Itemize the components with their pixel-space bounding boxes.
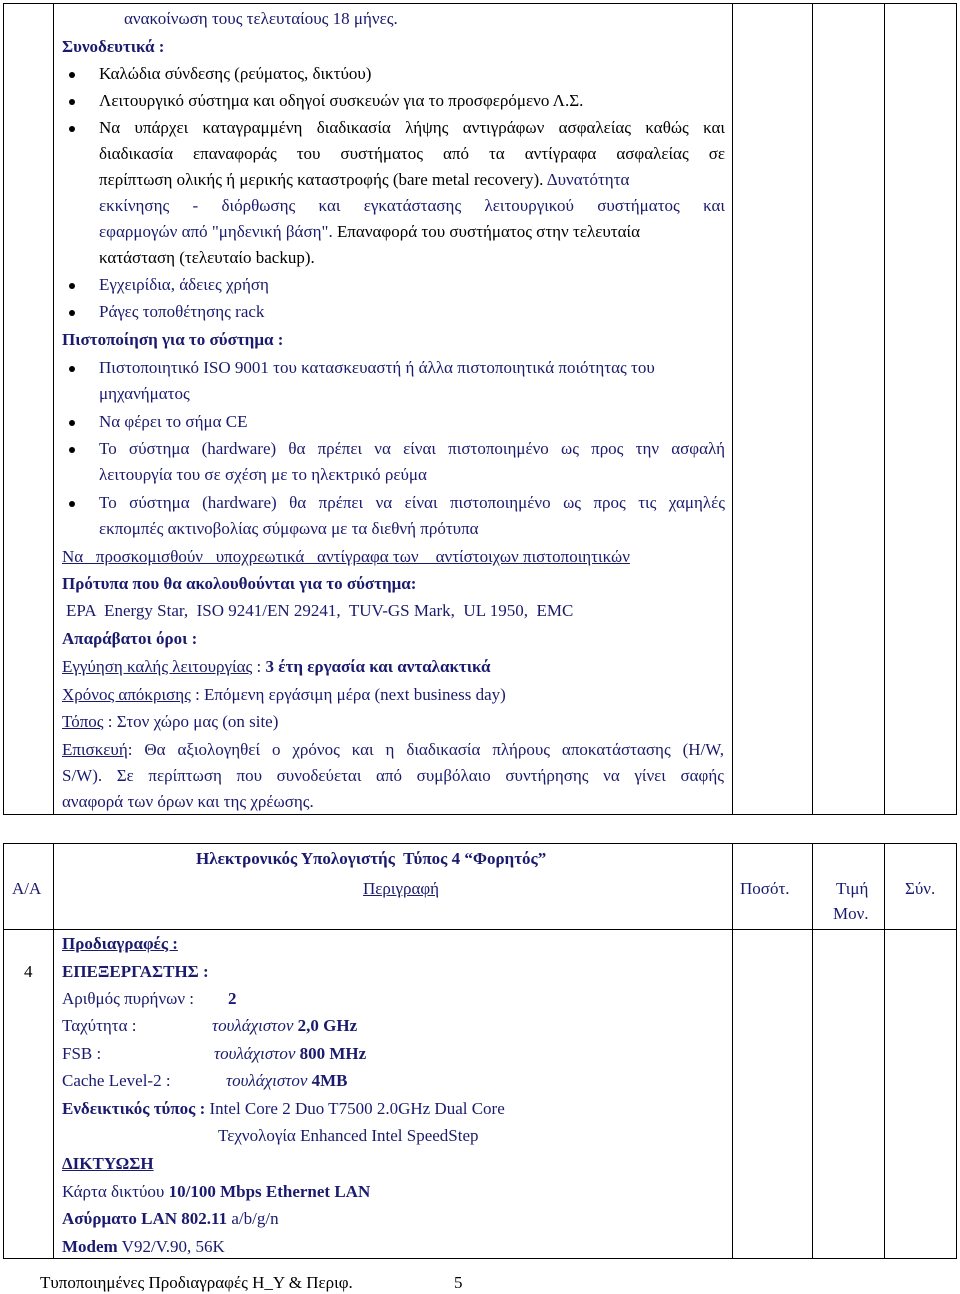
footer-page-number: 5 (454, 1273, 463, 1292)
response-line: Χρόνος απόκρισης : Επόμενη εργάσιμη μέρα (next business day) (62, 685, 506, 704)
accessory-item: Λειτουργικό σύστημα και οδηγοί συσκευών για το προσφερόμενο Λ.Σ. (99, 91, 584, 110)
table2-col-divider-3 (812, 843, 813, 1259)
indicative-type-technology: Τεχνολογία Enhanced Intel SpeedStep (218, 1126, 479, 1145)
bullet-icon (69, 420, 75, 426)
repair-line: Επισκευή: Θα αξιολογηθεί ο χρόνος και η διαδικασία πλήρους αποκατάστασης (H/W, (62, 740, 724, 759)
nic-line: Κάρτα δικτύου 10/100 Mbps Ethernet LAN (62, 1182, 371, 1201)
table2-col-divider-2 (732, 843, 733, 1259)
repair-line: S/W). Σε περίπτωση που συνοδεύεται από συμβόλαιο συντήρησης να γίνει σαφής (62, 766, 724, 785)
repair-label: Επισκευή (62, 740, 128, 759)
footer-doc-title: Τυποποιημένες Προδιαγραφές Η_Υ & Περιφ. (40, 1273, 353, 1292)
copies-line: Να προσκομισθούν υποχρεωτικά αντίγραφα των αντίστοιχων πιστοποιητικών (62, 547, 630, 566)
bullet-icon (69, 501, 75, 507)
bullet-icon (69, 283, 75, 289)
place-line: Τόπος : Στον χώρο μας (on site) (62, 712, 279, 731)
cache-value: τουλάχιστον 4MB (226, 1071, 348, 1090)
bullet-icon (69, 310, 75, 316)
table1-col-divider-4 (884, 3, 885, 815)
table2-top-border (3, 843, 957, 844)
speed-value: τουλάχιστον 2,0 GHz (212, 1016, 358, 1035)
bullet-icon (69, 366, 75, 372)
cert-heading: Πιστοποίηση για το σύστημα : (62, 330, 284, 349)
col-header-quantity: Ποσότ. (740, 879, 790, 898)
warranty-label: Εγγύηση καλής λειτουργίας (62, 657, 253, 676)
table1-left-border (3, 3, 4, 815)
table1-right-border (956, 3, 957, 815)
speed-label: Ταχύτητα : (62, 1016, 137, 1035)
modem-line: Modem V92/V.90, 56K (62, 1237, 225, 1256)
col-header-description: Περιγραφή (363, 879, 440, 898)
cert-item: εκπομπές ακτινοβολίας σύμφωνα με τα διεθνή πρότυπα (99, 519, 479, 538)
standards-line: EPA Energy Star, ISO 9241/EN 29241, TUV-GS Mark, UL 1950, EMC (66, 601, 574, 620)
standards-heading: Πρότυπα που θα ακολουθούνται για το σύστημα: (62, 574, 417, 593)
network-heading: ΔΙΚΤΥΩΣΗ (62, 1154, 154, 1173)
table2-title: Ηλεκτρονικός Υπολογιστής Τύπος 4 “Φορητός” (196, 849, 547, 868)
backup-line: εκκίνησης - διόρθωσης και εγκατάστασης λειτουργικού συστήματος και (99, 196, 725, 215)
response-label: Χρόνος απόκρισης (62, 685, 191, 704)
table2-header-separator (3, 929, 957, 930)
cores-label: Αριθμός πυρήνων : (62, 989, 194, 1008)
accessory-item: Εγχειρίδια, άδειες χρήση (99, 275, 269, 294)
table2-bottom-border (3, 1258, 957, 1259)
col-header-unit-price: Μον. (833, 904, 869, 923)
fsb-value: τουλάχιστον 800 MHz (214, 1044, 367, 1063)
table1-bottom-border (3, 814, 957, 815)
bullet-icon (69, 447, 75, 453)
accessory-item: Ράγες τοποθέτησης rack (99, 302, 265, 321)
cert-item: Το σύστημα (hardware) θα πρέπει να είναι πιστοποιημένο ως προς τις χαμηλές (99, 493, 725, 512)
table2-col-divider-4 (884, 843, 885, 1259)
repair-line: αναφορά των όρων και της χρέωσης. (62, 792, 314, 811)
cache-label: Cache Level-2 : (62, 1071, 171, 1090)
backup-line: περίπτωση ολικής ή μερικής καταστροφής (bare metal recovery). Δυνατότητα (99, 170, 630, 189)
indicative-type: Ενδεικτικός τύπος : Intel Core 2 Duo T7500 2.0GHz Dual Core (62, 1099, 505, 1118)
table1-top-border (3, 3, 957, 4)
bullet-icon (69, 72, 75, 78)
bullet-icon (69, 126, 75, 132)
cpu-heading: ΕΠΕΞΕΡΓΑΣΤΗΣ : (62, 962, 209, 981)
specs-heading: Προδιαγραφές : (62, 934, 178, 953)
terms-heading: Απαράβατοι όροι : (62, 629, 198, 648)
table2-left-border (3, 843, 4, 1259)
backup-line: Να υπάρχει καταγραμμένη διαδικασία λήψης αντιγράφων ασφαλείας καθώς και (99, 118, 725, 137)
table1-col-divider-2 (732, 3, 733, 815)
table1-col-divider-1 (53, 3, 54, 815)
col-header-unit-price: Τιμή (836, 879, 869, 898)
accessories-heading: Συνοδευτικά : (62, 37, 165, 56)
table2-right-border (956, 843, 957, 1259)
bullet-icon (69, 99, 75, 105)
cores-value: 2 (228, 989, 237, 1008)
warranty-line: Εγγύηση καλής λειτουργίας : 3 έτη εργασία και ανταλακτικά (62, 657, 491, 676)
table1-col-divider-3 (812, 3, 813, 815)
wlan-line: Ασύρματο LAN 802.11 a/b/g/n (62, 1209, 279, 1228)
cert-item: λειτουργία του σε σχέση με το ηλεκτρικό ρεύμα (99, 465, 427, 484)
backup-line: διαδικασία επαναφοράς του συστήματος από τα αντίγραφα ασφαλείας σε (99, 144, 725, 163)
backup-line: κατάσταση (τελευταίο backup). (99, 248, 315, 267)
row-number: 4 (24, 962, 33, 981)
table2-col-divider-1 (53, 843, 54, 1259)
accessory-item: Καλώδια σύνδεσης (ρεύματος, δικτύου) (99, 64, 372, 83)
col-header-total: Σύν. (905, 879, 936, 898)
warranty-value: 3 έτη εργασία και ανταλακτικά (265, 657, 491, 676)
place-label: Τόπος (62, 712, 104, 731)
cert-item: Το σύστημα (hardware) θα πρέπει να είναι πιστοποιημένο ως προς την ασφαλή (99, 439, 725, 458)
col-header-aa: Α/Α (12, 879, 42, 898)
intro-line: ανακοίνωση τους τελευταίους 18 μήνες. (124, 9, 398, 28)
fsb-label: FSB : (62, 1044, 102, 1063)
backup-line: εφαρμογών από "μηδενική βάση". Επαναφορά του συστήματος στην τελευταία (99, 222, 640, 241)
cert-item: Πιστοποιητικό ISO 9001 του κατασκευαστή ή άλλα πιστοποιητικά ποιότητας του (99, 358, 655, 377)
cert-item: μηχανήματος (99, 384, 190, 403)
cert-item: Να φέρει το σήμα CE (99, 412, 248, 431)
